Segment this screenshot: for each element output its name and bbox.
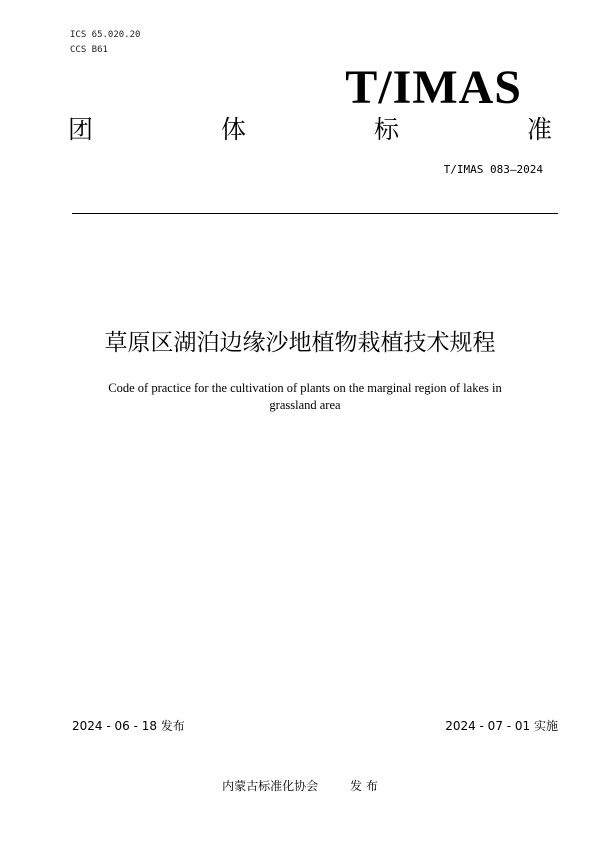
title-chinese: 草原区湖泊边缘沙地植物栽植技术规程 (104, 330, 496, 356)
ics-code: ICS 65.020.20 (70, 30, 141, 40)
classification-codes (70, 28, 140, 58)
doc-type-char: 标 (373, 115, 399, 144)
document-type (68, 114, 552, 146)
standard-number: T/IMAS 083—2024 (443, 163, 543, 176)
publisher-action: 发 布 (350, 779, 378, 793)
implementation-date: 2024 - 07 - 01 实施 (445, 719, 558, 733)
title-english: Code of practice for the cultivation of plants on the marginal region of lakes in grassland area (108, 381, 502, 412)
doc-type-char: 体 (220, 115, 246, 144)
ccs-code: CCS B61 (70, 45, 108, 55)
publisher (0, 777, 600, 794)
header-divider (72, 213, 558, 214)
doc-type-char: 团 (68, 115, 94, 144)
organization-code: T/IMAS (345, 61, 522, 114)
doc-type-char: 准 (526, 115, 552, 144)
publisher-name: 内蒙古标准化协会 (222, 779, 319, 793)
issue-date: 2024 - 06 - 18 发布 (72, 719, 185, 733)
